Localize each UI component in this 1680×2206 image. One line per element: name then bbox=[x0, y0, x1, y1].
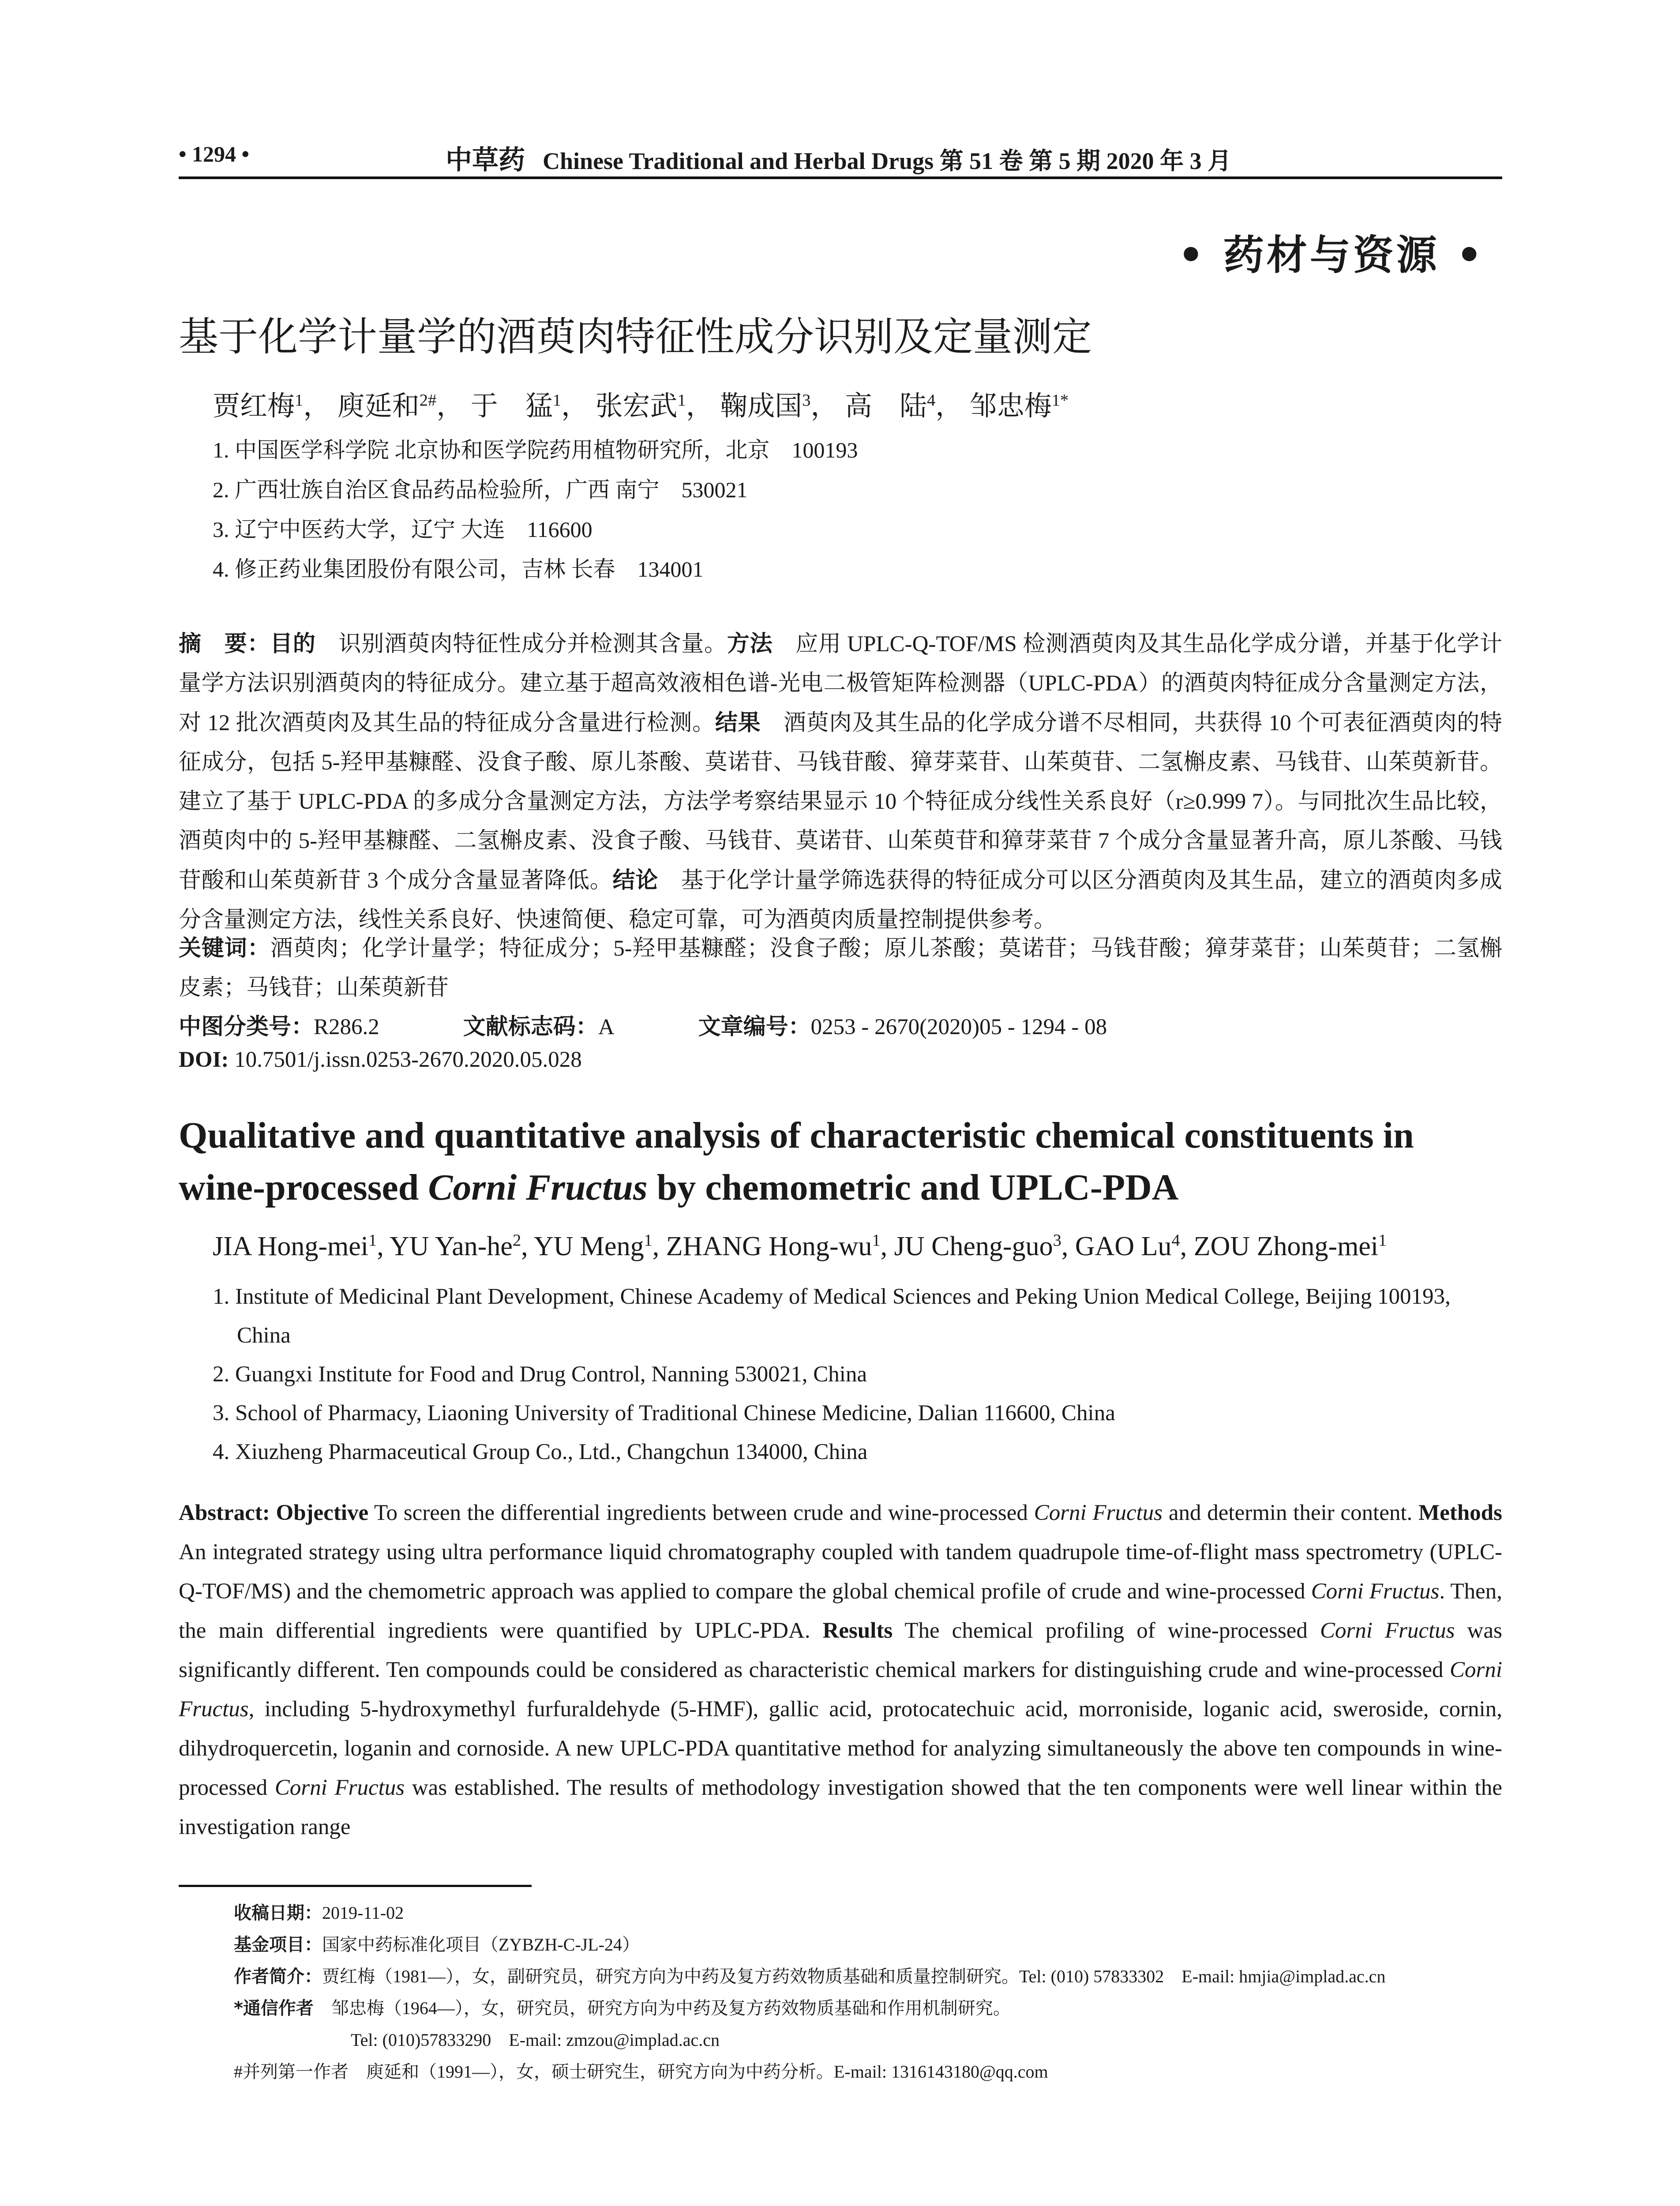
footnote-corr-contact: Tel: (010)57833290 E-mail: zmzou@implad.ac.cn bbox=[351, 2030, 720, 2050]
bio-label: 作者简介： bbox=[234, 1966, 322, 1987]
author: YU Meng bbox=[533, 1231, 644, 1261]
title-en-part2: by chemometric and UPLC-PDA bbox=[647, 1167, 1179, 1208]
page-title-en bbox=[179, 1110, 1502, 1214]
article-no-label: 文章编号： bbox=[698, 1014, 811, 1040]
header-rule bbox=[179, 176, 1502, 179]
author: JIA Hong-mei bbox=[213, 1231, 369, 1261]
received-value: 2019-11-02 bbox=[322, 1903, 404, 1923]
keywords-cn bbox=[179, 929, 1502, 1008]
doi-value[interactable]: 10.7501/j.issn.0253-2670.2020.05.028 bbox=[234, 1047, 582, 1072]
author-sup: 1 bbox=[872, 1231, 881, 1250]
author: JU Cheng-guo bbox=[894, 1231, 1053, 1261]
title-en-italic: Corni Fructus bbox=[428, 1167, 648, 1208]
abstract-en-text: was significantly different. Ten compounds could be considered as characteristic chemical markers for distinguishing crude and wine-processed bbox=[179, 1618, 1502, 1682]
corr-label: *通信作者 bbox=[234, 1998, 314, 2018]
author-sup: 1 bbox=[368, 1231, 377, 1250]
clc-label: 中图分类号： bbox=[179, 1014, 314, 1040]
author-sup: 1 bbox=[1378, 1231, 1387, 1250]
abstract-label: 摘 要： bbox=[179, 631, 270, 657]
author-sup: 4 bbox=[1171, 1231, 1180, 1250]
author-sup: 1 bbox=[295, 391, 304, 410]
author-sup: 1 bbox=[552, 391, 561, 410]
author-sup: 1 bbox=[677, 391, 686, 410]
affiliation-item: 1. Institute of Medicinal Plant Development, Chinese Academy of Medical Sciences and Peking Union Medical College, Beijing 100193, China bbox=[213, 1284, 1451, 1348]
corr-value: 邹忠梅（1964—），女，研究员，研究方向为中药及复方药效物质基础和作用机制研究。 bbox=[313, 1998, 1011, 2018]
conclusion-text: 基于化学计量学筛选获得的特征成分可以区分酒萸肉及其生品，建立的酒萸肉多成分含量测定方法，线性关系良好、快速简便、稳定可靠，可为酒萸肉质量控制提供参考。 bbox=[179, 868, 1502, 932]
author-sup: 2 bbox=[512, 1231, 521, 1250]
affiliation-item: 3. School of Pharmacy, Liaoning University of Traditional Chinese Medicine, Dalian 116600, China bbox=[213, 1401, 1115, 1426]
title-en-part1: Qualitative and quantitative analysis of characteristic chemical constituents in wine-processed bbox=[179, 1115, 1414, 1208]
affiliations-en bbox=[213, 1277, 1501, 1471]
affiliation-item: 2. Guangxi Institute for Food and Drug Control, Nanning 530021, China bbox=[213, 1362, 867, 1387]
author: 张宏武 bbox=[595, 391, 678, 421]
results-en-label: Results bbox=[822, 1618, 893, 1643]
fund-label: 基金项目： bbox=[234, 1935, 322, 1955]
authors-cn: 贾红梅$^1$， 庾延和$^{2\#}$， 于 猛$^1$， 张宏武$^1$， 鞠成国$^3$， 高 陆$^4$， 邹忠梅$^{1*}$ bbox=[213, 391, 1069, 421]
species-name: Corni Fructus bbox=[1320, 1618, 1455, 1643]
footnote-received bbox=[234, 1897, 1504, 1929]
footnotes bbox=[234, 1897, 1504, 2088]
journal-header bbox=[446, 139, 1231, 177]
doi-label: DOI: bbox=[179, 1047, 229, 1072]
conclusion-label: 结论 bbox=[612, 867, 658, 893]
author-sup: 4 bbox=[926, 391, 936, 410]
abstract-en-text: and determin their content. bbox=[1162, 1501, 1419, 1525]
methods-label: 方法 bbox=[727, 631, 773, 657]
abstract-en-text: An integrated strategy using ultra performance liquid chromatography coupled with tandem quadrupole time-of-flight mass spectrometry (UPLC-Q-TOF/MS) and the chemometric approach was applied to compare the global chemical profile of crude and wine-processed bbox=[179, 1540, 1502, 1604]
section-tag: • 药材与资源 • bbox=[1178, 231, 1485, 279]
keywords-label: 关键词： bbox=[179, 935, 270, 961]
author: 于 猛 bbox=[470, 391, 553, 421]
author-sup: 3 bbox=[1053, 1231, 1061, 1250]
objective-text: 识别酒萸肉特征性成分并检测其含量。 bbox=[315, 632, 727, 657]
author-sup: 3 bbox=[802, 391, 811, 410]
affiliation-item: 1. 中国医学科学院 北京协和医学院药用植物研究所，北京 100193 bbox=[213, 438, 858, 462]
footnote-cofirst: #并列第一作者 庾延和（1991—），女，硕士研究生，研究方向为中药分析。E-mail: 1316143180@qq.com bbox=[234, 2062, 1048, 2082]
author: 贾红梅 bbox=[213, 391, 295, 421]
abstract-en-text: was established. The results of methodology investigation showed that the ten components were well linear within the investigation range bbox=[179, 1775, 1503, 1839]
author: 庾延和 bbox=[337, 391, 420, 421]
received-label: 收稿日期： bbox=[234, 1903, 322, 1923]
methods-text: 应用 UPLC-Q-TOF/MS 检测酒萸肉及其生品化学成分谱，并基于化学计量学方法识别酒萸肉的特征成分。建立基于超高效液相色谱-光电二极管矩阵检测器（UPLC-PDA）的酒萸肉特征成分含量测定方法，对 12 批次酒萸肉及其生品的特征成分含量进行检测。 bbox=[179, 632, 1502, 735]
abstract-en bbox=[179, 1493, 1502, 1847]
author-sup: 1* bbox=[1051, 391, 1069, 410]
author: YU Yan-he bbox=[389, 1231, 513, 1261]
affiliation-item: 2. 广西壮族自治区食品药品检验所，广西 南宁 530021 bbox=[213, 477, 748, 502]
abstract-en-label: Abstract: Objective bbox=[179, 1501, 369, 1525]
affiliation-item: 4. 修正药业集团股份有限公司，吉林 长春 134001 bbox=[213, 557, 704, 582]
author: 邹忠梅 bbox=[969, 391, 1052, 421]
species-name: Corni Fructus bbox=[274, 1775, 405, 1800]
author: ZOU Zhong-mei bbox=[1193, 1231, 1379, 1261]
author: 高 陆 bbox=[844, 391, 927, 421]
author-sup: 1 bbox=[644, 1231, 652, 1250]
results-label: 结果 bbox=[715, 710, 761, 736]
footnote-corresponding bbox=[234, 1992, 1504, 2024]
article-no-value: 0253 - 2670(2020)05 - 1294 - 08 bbox=[810, 1015, 1107, 1039]
affiliations-cn bbox=[213, 430, 858, 589]
species-name: Corni Fructus bbox=[179, 1658, 1502, 1722]
clc-value: R286.2 bbox=[314, 1015, 379, 1039]
author: 鞠成国 bbox=[720, 391, 802, 421]
classification-row bbox=[179, 1008, 1107, 1041]
affiliation-item: 4. Xiuzheng Pharmaceutical Group Co., Ltd., Changchun 134000, China bbox=[213, 1440, 868, 1464]
page-number: • 1294 • bbox=[179, 142, 250, 166]
affiliation-item: 3. 辽宁中医药大学，辽宁 大连 116600 bbox=[213, 517, 592, 542]
species-name: Corni Fructus bbox=[1311, 1579, 1440, 1604]
journal-logo: 中草药 bbox=[446, 146, 525, 175]
results-text: 酒萸肉及其生品的化学成分谱不尽相同，共获得 10 个可表征酒萸肉的特征成分，包括 5-羟甲基糠醛、没食子酸、原儿茶酸、莫诺苷、马钱苷酸、獐芽菜苷、山茱萸苷、二氢槲皮素、马钱苷、山茱萸新苷。建立了基于 UPLC-PDA 的多成分含量测定方法，方法学考察结果显示 10 个特征成分线性关系良好（r≥0.999 7）。与同批次生品比较，酒萸肉中的 5-羟甲基糠醛、二氢槲皮素、没食子酸、马钱苷、莫诺苷、山茱萸苷和獐芽菜苷 7 个成分含量显著升高，原儿茶酸、马钱苷酸和山茱萸新苷 3 个成分含量显著降低。 bbox=[179, 711, 1502, 893]
abstract-cn bbox=[179, 624, 1502, 940]
page-title-cn: 基于化学计量学的酒萸肉特征性成分识别及定量测定 bbox=[179, 314, 1092, 360]
abstract-en-text: The chemical profiling of wine-processed bbox=[892, 1618, 1320, 1643]
footnote-fund bbox=[234, 1929, 1504, 1961]
methods-en-label: Methods bbox=[1418, 1501, 1502, 1525]
footnote-bio bbox=[234, 1961, 1504, 1992]
abstract-en-text: , including 5-hydroxymethyl furfuraldehyde (5-HMF), gallic acid, protocatechuic acid, morroniside, loganic acid, sweroside, cornin, dihydroquercetin, loganin and cornoside. A new UPLC-PDA quantitative method for analyzing simultaneously the above ten compounds in wine-processed bbox=[179, 1697, 1502, 1800]
journal-line: Chinese Traditional and Herbal Drugs 第 51 卷 第 5 期 2020 年 3 月 bbox=[543, 148, 1232, 174]
doc-code-value: A bbox=[598, 1015, 615, 1039]
objective-label: 目的 bbox=[270, 631, 316, 657]
author: ZHANG Hong-wu bbox=[666, 1231, 872, 1261]
author: GAO Lu bbox=[1075, 1231, 1172, 1261]
fund-value: 国家中药标准化项目（ZYBZH-C-JL-24） bbox=[322, 1935, 640, 1955]
keywords-text: 酒萸肉；化学计量学；特征成分；5-羟甲基糠醛；没食子酸；原儿茶酸；莫诺苷；马钱苷酸；獐芽菜苷；山茱萸苷；二氢槲皮素；马钱苷；山茱萸新苷 bbox=[179, 936, 1502, 1000]
authors-en: JIA Hong-mei$^1$, YU Yan-$he^2$, YU Meng$^1$, ZHANG Hong-$wu^1$, JU Cheng-guo$^3$, GAO Lu$^4$, ZOU Zhong-mei$^1$ bbox=[213, 1231, 1387, 1261]
abstract-en-text: . Then, the main differential ingredients were quantified by UPLC-PDA. bbox=[179, 1579, 1502, 1643]
doc-code-label: 文献标志码： bbox=[463, 1014, 598, 1040]
author-sup: 2# bbox=[419, 391, 437, 410]
footnote-rule bbox=[179, 1885, 532, 1887]
species-name: Corni Fructus bbox=[1034, 1501, 1163, 1525]
abstract-en-text: To screen the differential ingredients between crude and wine-processed bbox=[368, 1501, 1034, 1525]
doi-row bbox=[179, 1047, 582, 1073]
bio-value: 贾红梅（1981—），女，副研究员，研究方向为中药及复方药效物质基础和质量控制研究。Tel: (010) 57833302 E-mail: hmjia@implad.ac.cn bbox=[322, 1966, 1386, 1986]
